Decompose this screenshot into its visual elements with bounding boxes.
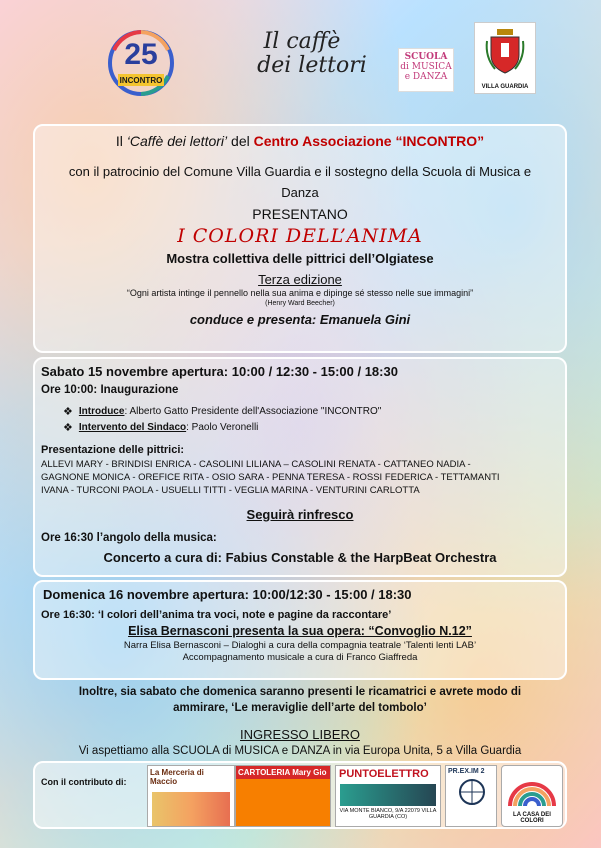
introduce-label: Introduce — [78, 406, 125, 417]
pittrici-line-1: ALLEVI MARY - BRINDISI ENRICA - CASOLINI LILIANA – CASOLINI RENATA - CATTANEO NADIA - — [41, 459, 471, 470]
pittrici-line-2: GAGNONE MONICA - OREFICE RITA - OSIO SARA - PENNA TERESA - ROSSI FEDERICA - TETTAMANTI — [41, 472, 500, 483]
sponsor-puntoelettro — [335, 765, 441, 827]
inoltre-line-2: ammirare, ‘Le meraviglie dell’arte del tombolo’ — [173, 702, 427, 714]
caffe-line-2: dei lettori — [257, 53, 367, 78]
intro-il: Il — [115, 133, 127, 149]
anniversary-logo — [106, 30, 176, 96]
bullet-diamond-icon: ❖ — [63, 422, 73, 434]
sponsor-merceria — [147, 765, 235, 827]
sabato-sindaco — [63, 421, 565, 434]
domenica-titolo: Domenica 16 novembre apertura: 10:00/12:30 - 15:00 / 18:30 — [43, 587, 412, 602]
intro-presentano: PRESENTANO — [252, 206, 348, 222]
domenica-narra: Narra Elisa Bernasconi – Dialoghi a cura della compagnia teatrale ‘Talenti lenti LAB’ — [123, 640, 477, 651]
intro-mostra: Mostra collettiva delle pittrici dell’Olgiatese — [166, 251, 434, 266]
cartoleria-name: CARTOLERIA Mary Gio — [236, 766, 330, 779]
villa-logo-label: VILLA GUARDIA — [481, 84, 529, 90]
sabato-introduce — [63, 405, 565, 418]
caffe-title — [232, 30, 372, 78]
intro-centro: Centro Associazione “INCONTRO” — [253, 133, 485, 149]
domenica-box — [33, 580, 567, 680]
intro-patrocinio: con il patrocinio del Comune Villa Guardia e il sostegno della Scuola di Musica e Danza — [68, 164, 532, 200]
domenica-ore1630: Ore 16:30: ‘I colori dell’anima tra voci, note e pagine da raccontare’ — [41, 609, 392, 621]
intro-del: del — [227, 133, 254, 149]
ingresso-libero: INGRESSO LIBERO — [240, 727, 360, 742]
sindaco-text: : Paolo Veronelli — [186, 422, 259, 433]
domenica-elisa: Elisa Bernasconi presenta la sua opera: “Convoglio N.12” — [128, 624, 472, 638]
intro-caffe: ‘Caffè dei lettori’ — [126, 133, 228, 149]
sponsor-prexim — [445, 765, 497, 827]
merceria-name: La Merceria di Maccio — [150, 768, 204, 786]
scuola-musica-logo — [398, 48, 454, 92]
puntoelettro-graphic — [340, 784, 436, 806]
casa-colori-name: LA CASA DEI COLORI — [513, 812, 551, 824]
sabato-rinfresco: Seguirà rinfresco — [246, 507, 354, 522]
sabato-ore10: Ore 10:00: Inaugurazione — [41, 384, 179, 396]
musica-logo-line-2: di MUSICA — [400, 62, 452, 72]
sponsor-box — [33, 761, 567, 829]
bullet-diamond-icon: ❖ — [63, 406, 73, 418]
anniversary-number: 25 — [124, 38, 158, 71]
pittrici-label: Presentazione delle pittrici: — [41, 444, 185, 456]
villa-guardia-crest — [474, 22, 536, 94]
introduce-text: : Alberto Gatto Presidente dell'Associazione "INCONTRO" — [124, 406, 382, 417]
anniversary-sub: INCONTRO — [119, 76, 163, 85]
intro-conduce: conduce e presenta: Emanuela Gini — [189, 312, 411, 327]
sabato-ore1630: Ore 16:30 l’angolo della musica: — [41, 532, 217, 544]
crest-icon — [483, 27, 527, 75]
puntoelettro-sub: VIA MONTE BIANCO, 9/A 22079 VILLA GUARDIA (CO) — [339, 808, 437, 820]
prexim-globe-icon — [452, 777, 492, 807]
pittrici-line-3: IVANA - TURCONI PAOLA - USUELLI TITTI - VEGLIA MARINA - VENTURINI CARLOTTA — [41, 485, 420, 496]
intro-autore: (Henry Ward Beecher) — [265, 300, 335, 307]
inoltre-line-1: Inoltre, sia sabato che domenica saranno presenti le ricamatrici e avrete modo di — [78, 686, 522, 698]
sponsor-label: Con il contributo di: — [41, 777, 127, 787]
sabato-titolo: Sabato 15 novembre apertura: 10:00 / 12:30 - 15:00 / 18:30 — [41, 364, 398, 379]
caffe-line-1: Il caffè — [263, 29, 341, 54]
puntoelettro-name: PUNTOELETTRO — [339, 768, 429, 780]
inoltre — [33, 684, 567, 716]
pittrici-list — [41, 458, 561, 497]
rainbow-icon — [502, 766, 562, 810]
intro-citazione: “Ogni artista intinge il pennello nella sua anima e dipinge sé stesso nelle sue immagini” — [126, 288, 474, 298]
sponsor-cartoleria — [235, 765, 331, 827]
intro-box — [33, 124, 567, 353]
prexim-name: PR.EX.IM 2 — [448, 768, 485, 775]
intro-line-1 — [35, 133, 565, 149]
sabato-box — [33, 357, 567, 577]
intro-edizione: Terza edizione — [258, 272, 342, 287]
sabato-concerto: Concerto a cura di: Fabius Constable & the HarpBeat Orchestra — [103, 550, 497, 565]
domenica-accompagnamento: Accompagnamento musicale a cura di Franco Giaffreda — [182, 652, 418, 663]
intro-titolo: I COLORI DELL’ANIMA — [177, 225, 423, 247]
musica-logo-line-1: SCUOLA — [404, 52, 448, 62]
sponsor-casa-colori — [501, 765, 563, 827]
merceria-graphic — [152, 792, 230, 827]
aspettiamo: Vi aspettiamo alla SCUOLA di MUSICA e DANZA in via Europa Unita, 5 a Villa Guardia — [78, 745, 522, 757]
musica-logo-line-3: e DANZA — [404, 72, 448, 82]
sindaco-label: Intervento del Sindaco — [78, 422, 187, 433]
header — [0, 0, 601, 118]
